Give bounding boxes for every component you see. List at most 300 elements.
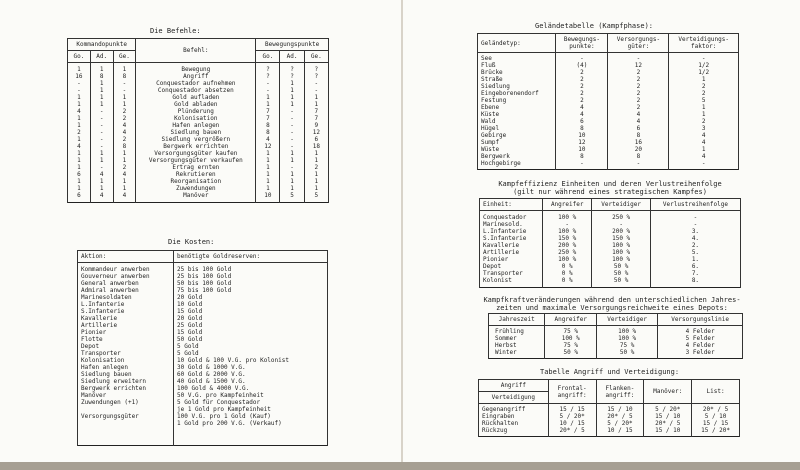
bewegung-ad-cell: - bbox=[280, 164, 304, 171]
aktion-item: Hafen anlegen bbox=[81, 364, 128, 371]
gold-item: 20 Gold bbox=[177, 294, 203, 301]
versorgungsgueter-item: 4 bbox=[636, 118, 641, 125]
gelaendetyp-item: Wüste bbox=[481, 146, 500, 153]
bewegung-ad-cell: 1 bbox=[280, 80, 304, 87]
kommando-ge-cell: 1 bbox=[113, 178, 136, 185]
bewegungspunkte-item: 2 bbox=[580, 83, 584, 90]
kommando-go-cell: - bbox=[68, 87, 91, 94]
flanken-item: 15 / 10 bbox=[607, 406, 633, 413]
header-line: Flanken- bbox=[605, 384, 635, 392]
kommando-ge-cell: 1 bbox=[113, 63, 136, 74]
kommando-ge-cell: 1 bbox=[113, 157, 136, 164]
gelaendetyp-item: Küste bbox=[481, 111, 500, 118]
list-header: List: bbox=[692, 380, 740, 404]
bewegung-go-cell: 7 bbox=[256, 108, 280, 115]
befehl-cell: Bewegung bbox=[136, 63, 256, 74]
bewegung-go-cell: 1 bbox=[256, 94, 280, 101]
befehl-cell: Reorganisation bbox=[136, 178, 256, 185]
kommando-go-cell: 1 bbox=[68, 157, 91, 164]
table-row bbox=[68, 157, 329, 164]
kommando-ge-cell: 1 bbox=[113, 150, 136, 157]
bewegung-ad-cell: 1 bbox=[280, 150, 304, 157]
gelaendetyp-item: Siedlung bbox=[481, 83, 510, 90]
gold-item: 1 Gold pro 200 V.G. (Verkauf) bbox=[177, 420, 282, 427]
verlust-item: 6. bbox=[691, 263, 700, 270]
befehl-cell: Hafen anlegen bbox=[136, 122, 256, 129]
aktion-item: Siedlung erweitern bbox=[81, 378, 147, 385]
flanken-item: 10 / 15 bbox=[607, 427, 633, 434]
befehl-cell: Ertrag ernten bbox=[136, 164, 256, 171]
gold-item: 5 Gold bbox=[177, 350, 199, 357]
gelaendetyp-item: Sumpf bbox=[481, 139, 500, 146]
goldreserven-column bbox=[174, 263, 328, 446]
kommando-go-cell: 1 bbox=[68, 101, 91, 108]
versorgungsgueter-item: 6 bbox=[636, 125, 641, 132]
kommando-ge-cell: 1 bbox=[113, 94, 136, 101]
verteidigungsfaktor-item: 1/2 bbox=[698, 69, 710, 76]
header-line: Verteidigungs- bbox=[678, 36, 729, 43]
angriff-label: Angriff bbox=[479, 380, 548, 392]
aktion-item: Versorgungsgüter bbox=[81, 413, 139, 420]
bewegungspunkte-item: 2 bbox=[580, 76, 584, 83]
aktion-item: Siedlung bauen bbox=[81, 371, 132, 378]
gelaendetyp-item: Ebene bbox=[481, 104, 500, 111]
bewegung-go-cell: 1 bbox=[256, 150, 280, 157]
kommando-ad-cell: 4 bbox=[90, 192, 113, 203]
bewegung-go-cell: ? bbox=[256, 73, 280, 80]
angreifer-item: 75 % bbox=[563, 342, 578, 349]
bewegung-go-cell: 1 bbox=[256, 178, 280, 185]
title-line: (gilt nur während eines strategischen Kampfes) bbox=[513, 188, 707, 196]
einheit-item: Kavallerie bbox=[483, 242, 520, 249]
bewegung-ad-cell: - bbox=[280, 136, 304, 143]
befehl-cell: Rekrutieren bbox=[136, 171, 256, 178]
bewegung-ad-cell: 5 bbox=[280, 192, 304, 203]
kommando-go-cell: 4 bbox=[68, 143, 91, 150]
befehl-cell: Zuwendungen bbox=[136, 185, 256, 192]
table-row bbox=[68, 129, 329, 136]
kommando-go-cell: 1 bbox=[68, 178, 91, 185]
verlust-item: - bbox=[693, 221, 698, 228]
frontal-item: 20* / 5 bbox=[559, 427, 585, 434]
bewegungspunkte-item: 10 bbox=[578, 132, 586, 139]
kampfeffizienz-table bbox=[479, 198, 741, 288]
kommando-ge-cell: 1 bbox=[113, 185, 136, 192]
bewegung-ge-cell: 1 bbox=[304, 157, 328, 164]
list-item: 15 / 20* bbox=[701, 427, 731, 434]
verteidigungsfaktor-item: 3 bbox=[701, 125, 706, 132]
versorgungsgueter-item: 4 bbox=[636, 111, 641, 118]
table-row bbox=[68, 80, 329, 87]
angreifer-header: Angreifer bbox=[542, 199, 591, 211]
jahreszeit-item: Frühling bbox=[495, 328, 524, 335]
bewegung-ge-cell: 12 bbox=[304, 129, 328, 136]
verteidiger-item: 50 % bbox=[613, 263, 629, 270]
befehl-cell: Plünderung bbox=[136, 108, 256, 115]
verteidigungsfaktor-item: 1/2 bbox=[698, 62, 710, 69]
table-row bbox=[68, 136, 329, 143]
bewegung-go-cell: - bbox=[256, 80, 280, 87]
verteidiger-item: 250 % bbox=[612, 214, 631, 221]
aktion-item: Marinesoldaten bbox=[81, 294, 132, 301]
kommando-ge-cell: 2 bbox=[113, 108, 136, 115]
einheit-item: Marinesold. bbox=[483, 221, 523, 228]
gold-item: 10 Gold & 100 V.G. pro Kolonist bbox=[177, 357, 289, 364]
versorgungslinie-item: 4 Felder bbox=[685, 342, 715, 349]
aktion-item: Flotte bbox=[81, 336, 103, 343]
bewegung-go-cell: 8 bbox=[256, 129, 280, 136]
gelaendetyp-item: Hochgebirge bbox=[481, 160, 521, 167]
gelaendetyp-item: Brücke bbox=[481, 69, 503, 76]
verteidigungsfaktor-item: 4 bbox=[701, 132, 706, 139]
header-line: Frontal- bbox=[557, 384, 587, 392]
angriff-table bbox=[478, 379, 740, 437]
bewegung-ad-cell: - bbox=[280, 108, 304, 115]
angreifer-item: 150 % bbox=[558, 235, 577, 242]
frontal-item: 5 / 20* bbox=[559, 413, 585, 420]
list-item: 5 / 10 bbox=[704, 413, 727, 420]
kommando-ad-cell: - bbox=[90, 143, 113, 150]
bewegung-ad-cell: 1 bbox=[280, 185, 304, 192]
flankenangriff-header bbox=[596, 380, 644, 404]
goldreserven-header: benötigte Goldreserven: bbox=[174, 251, 328, 263]
gold-item: 25 bis 100 Gold bbox=[177, 273, 232, 280]
frontal-item: 15 / 15 bbox=[559, 406, 585, 413]
bewegung-go-cell: - bbox=[256, 87, 280, 94]
kommando-ge-cell: - bbox=[113, 87, 136, 94]
kommando-ad-cell: 1 bbox=[90, 80, 113, 87]
ad-header: Ad. bbox=[90, 51, 113, 63]
gelaendetyp-column bbox=[478, 53, 556, 170]
gold-item: 100 Gold & 4000 V.G. bbox=[177, 385, 250, 392]
einheit-item: S.Infanterie bbox=[483, 235, 527, 242]
table-row bbox=[68, 115, 329, 122]
verteidiger-item: 50 % bbox=[613, 277, 629, 284]
kommando-go-cell: 1 bbox=[68, 63, 91, 74]
ad-header: Ad. bbox=[280, 51, 304, 63]
versorgungslinie-item: 3 Felder bbox=[685, 349, 715, 356]
kommando-ad-cell: 1 bbox=[90, 185, 113, 192]
kommando-ge-cell: - bbox=[113, 80, 136, 87]
kommando-ge-cell: 4 bbox=[113, 192, 136, 203]
header-line: faktor: bbox=[691, 43, 717, 50]
gold-item: 5 Gold für Conquestador bbox=[177, 399, 261, 406]
kommando-go-cell: 1 bbox=[68, 122, 91, 129]
table-row bbox=[68, 122, 329, 129]
kommando-ge-cell: 2 bbox=[113, 136, 136, 143]
aktion-item: Kommandeur anwerben bbox=[81, 266, 150, 273]
verteidigung-item: Rückhalten bbox=[482, 420, 519, 427]
kommando-ad-cell: 1 bbox=[90, 150, 113, 157]
bewegungspunkte-item: 12 bbox=[578, 139, 586, 146]
frontal-column bbox=[548, 404, 596, 437]
verteidiger-item: 100 % bbox=[618, 328, 637, 335]
verteidiger-item: 50 % bbox=[613, 270, 629, 277]
verteidigungsfaktor-item: 5 bbox=[701, 97, 706, 104]
versorgungsgueter-item: - bbox=[636, 160, 641, 167]
einheit-header: Einheit: bbox=[480, 199, 543, 211]
aktion-item: Depot bbox=[81, 343, 100, 350]
verteidiger-header: Verteidiger bbox=[597, 314, 658, 326]
verteidiger-item: 150 % bbox=[612, 235, 631, 242]
gold-item: je 1 Gold pro Kampfeinheit bbox=[177, 406, 271, 413]
einheit-item: Transporter bbox=[483, 270, 523, 277]
gelaendetyp-item: Straße bbox=[481, 76, 503, 83]
verteidiger-header: Verteidiger bbox=[592, 199, 650, 211]
kommando-ge-cell: 4 bbox=[113, 122, 136, 129]
table-row bbox=[68, 185, 329, 192]
kommando-ad-cell: - bbox=[90, 164, 113, 171]
verteidiger-item: 75 % bbox=[619, 342, 635, 349]
befehl-cell: Conquestador absetzen bbox=[136, 87, 256, 94]
angreifer-item: 100 % bbox=[558, 214, 577, 221]
aktion-item: Bergwerk errichten bbox=[81, 385, 147, 392]
aktion-item: General anwerben bbox=[81, 280, 139, 287]
jahreszeit-column bbox=[489, 326, 545, 359]
bewegungspunkte-item: (4) bbox=[576, 62, 588, 69]
title-line: Kampfeffizienz Einheiten und deren Verlustreihenfolge bbox=[498, 180, 722, 188]
befehl-cell: Versorgungsgüter verkaufen bbox=[136, 157, 256, 164]
aktion-item: L.Infanterie bbox=[81, 301, 125, 308]
table-row bbox=[68, 94, 329, 101]
gold-item: 50 V.G. pro Kampfeinheit bbox=[177, 392, 264, 399]
bewegungspunkte-item: 10 bbox=[578, 146, 586, 153]
kommando-go-cell: 1 bbox=[68, 94, 91, 101]
manoever-item: 15 / 10 bbox=[655, 427, 681, 434]
versorgungsgueter-item: 20 bbox=[634, 146, 643, 153]
bewegung-go-cell: 7 bbox=[256, 115, 280, 122]
gelaendetyp-item: Fluß bbox=[481, 62, 496, 69]
manoever-header: Manöver: bbox=[644, 380, 692, 404]
verteidigungsfaktor-item: 4 bbox=[701, 139, 706, 146]
verlust-item: - bbox=[693, 214, 698, 221]
aktion-item: Pionier bbox=[81, 329, 107, 336]
frontal-item: 10 / 15 bbox=[559, 420, 585, 427]
befehl-cell: Gold abladen bbox=[136, 101, 256, 108]
kosten-table bbox=[77, 250, 328, 446]
gold-item: 75 bis 100 Gold bbox=[177, 287, 232, 294]
header-line: punkte: bbox=[569, 43, 595, 50]
jahreszeit-header: Jahreszeit bbox=[489, 314, 545, 326]
manoever-item: 15 / 10 bbox=[655, 413, 681, 420]
kommando-ad-cell: - bbox=[90, 122, 113, 129]
gelaendetyp-item: Eingeborenendorf bbox=[481, 90, 539, 97]
verteidiger-item: 100 % bbox=[612, 242, 631, 249]
page-bottom-edge bbox=[0, 462, 800, 470]
kommando-go-cell: 2 bbox=[68, 129, 91, 136]
kommando-ad-cell: - bbox=[90, 108, 113, 115]
bewegung-ad-cell: ? bbox=[280, 73, 304, 80]
gelaendetyp-item: Bergwerk bbox=[481, 153, 510, 160]
einheit-item: Conquestador bbox=[483, 214, 527, 221]
aktion-header: Aktion: bbox=[78, 251, 174, 263]
kommando-ge-cell: 8 bbox=[113, 73, 136, 80]
befehl-cell: Gold aufladen bbox=[136, 94, 256, 101]
versorgungsgueter-item: 2 bbox=[636, 76, 641, 83]
versorgungslinie-item: 5 Felder bbox=[685, 335, 715, 342]
befehle-title: Die Befehle: bbox=[150, 27, 201, 35]
bewegung-go-cell: 1 bbox=[256, 185, 280, 192]
verteidigung-item: Eingraben bbox=[482, 413, 515, 420]
versorgungsgueter-item: 2 bbox=[636, 104, 641, 111]
befehl-cell: Versorgungsgüter kaufen bbox=[136, 150, 256, 157]
aktion-item: S.Infanterie bbox=[81, 308, 125, 315]
header-line: güter: bbox=[627, 43, 650, 50]
jahreszeiten-table bbox=[488, 313, 743, 359]
versorgungsgueter-item: - bbox=[636, 55, 641, 62]
versorgungslinie-item: 4 Felder bbox=[685, 328, 715, 335]
aktion-item: Artillerie bbox=[81, 322, 118, 329]
bewegung-ad-cell: 1 bbox=[280, 157, 304, 164]
kommando-ge-cell: 4 bbox=[113, 171, 136, 178]
manoever-item: 5 / 20* bbox=[655, 406, 681, 413]
versorgungsgueter-item: 8 bbox=[636, 153, 641, 160]
aktion-item: Manöver bbox=[81, 392, 107, 399]
verteidigung-label: Verteidigung bbox=[491, 394, 536, 401]
verteidiger-item: 50 % bbox=[619, 349, 635, 356]
versorgungsgueter-item: 2 bbox=[636, 90, 641, 97]
bewegung-ge-cell: 1 bbox=[304, 101, 328, 108]
verlust-item: 2. bbox=[691, 242, 700, 249]
table-row bbox=[68, 108, 329, 115]
kommando-go-cell: 1 bbox=[68, 164, 91, 171]
verteidigungsfaktor-item: 1 bbox=[701, 76, 706, 83]
verteidiger-item: 100 % bbox=[618, 335, 637, 342]
aktion-item: Transporter bbox=[81, 350, 121, 357]
kommando-go-cell: - bbox=[68, 80, 91, 87]
gelaende-title: Geländetabelle (Kampfphase): bbox=[535, 22, 654, 30]
verteidiger-item: - bbox=[619, 221, 623, 228]
verteidiger-item: 100 % bbox=[612, 249, 631, 256]
table-row bbox=[68, 87, 329, 94]
kommando-ad-cell: - bbox=[90, 129, 113, 136]
bewegungspunkte-item: 4 bbox=[580, 111, 584, 118]
einheit-item: Artillerie bbox=[483, 249, 520, 256]
bewegung-ad-cell: 1 bbox=[280, 87, 304, 94]
bewegungspunkte-column bbox=[556, 53, 608, 170]
gold-item: 25 bis 100 Gold bbox=[177, 266, 232, 273]
versorgungsgueter-item: 2 bbox=[636, 69, 641, 76]
verteidigung-item: Gegenangriff bbox=[482, 406, 526, 413]
angriff-title: Tabelle Angriff und Verteidigung: bbox=[540, 368, 680, 376]
verteidigungsfaktor-item: 4 bbox=[701, 153, 706, 160]
bewegung-ad-cell: 1 bbox=[280, 94, 304, 101]
bewegung-ge-cell: 9 bbox=[304, 122, 328, 129]
verteidiger-column bbox=[592, 211, 650, 288]
kommando-go-cell: 1 bbox=[68, 115, 91, 122]
gold-item: 50 Gold bbox=[177, 336, 203, 343]
versorgungsgueter-item: 2 bbox=[636, 83, 641, 90]
header-line: angriff: bbox=[557, 391, 587, 399]
kommando-go-cell: 1 bbox=[68, 150, 91, 157]
versorgungsgueter-item: 12 bbox=[634, 62, 643, 69]
table-row bbox=[68, 164, 329, 171]
kommando-go-cell: 4 bbox=[68, 108, 91, 115]
bewegungspunkte-item: - bbox=[580, 160, 584, 167]
bewegung-ad-cell: 1 bbox=[280, 171, 304, 178]
verteidigungsfaktor-item: 1 bbox=[701, 104, 706, 111]
versorgungsgueter-header bbox=[608, 34, 669, 53]
bewegung-ge-cell: 18 bbox=[304, 143, 328, 150]
einheit-column bbox=[480, 211, 543, 288]
gelaendetyp-item: Gebirge bbox=[481, 132, 507, 139]
befehle-table bbox=[67, 38, 329, 203]
kommando-ge-cell: 4 bbox=[113, 129, 136, 136]
bewegung-ad-cell: - bbox=[280, 122, 304, 129]
bewegung-ge-cell: - bbox=[304, 87, 328, 94]
einheit-item: Kolonist bbox=[483, 277, 512, 284]
gold-item: 25 Gold bbox=[177, 322, 203, 329]
jahreszeit-item: Sommer bbox=[495, 335, 517, 342]
kommando-ad-cell: 4 bbox=[90, 171, 113, 178]
befehl-cell: Siedlung vergrößern bbox=[136, 136, 256, 143]
verteidigungsfaktor-item: 2 bbox=[701, 83, 706, 90]
aktion-column bbox=[78, 263, 174, 446]
bewegung-ge-cell: ? bbox=[304, 73, 328, 80]
angreifer-item: - bbox=[565, 221, 569, 228]
kommando-go-cell: 6 bbox=[68, 171, 91, 178]
kampfeffizienz-title bbox=[490, 180, 730, 196]
manoever-item: 20* / 5 bbox=[655, 420, 681, 427]
list-column bbox=[692, 404, 740, 437]
befehl-cell: Manöver bbox=[136, 192, 256, 203]
kommando-ge-cell: 2 bbox=[113, 164, 136, 171]
bewegungspunkte-item: - bbox=[580, 55, 584, 62]
gold-item: 40 Gold & 1500 V.G. bbox=[177, 378, 246, 385]
bewegung-ge-cell: 6 bbox=[304, 136, 328, 143]
versorgungsgueter-item: 2 bbox=[636, 97, 641, 104]
versorgungsgueter-item: 8 bbox=[636, 132, 641, 139]
versorgungslinie-column bbox=[658, 326, 743, 359]
flanken-item: 20* / 5 bbox=[607, 413, 633, 420]
gelaendetyp-item: See bbox=[481, 55, 492, 62]
bewegungspunkte-item: 8 bbox=[580, 125, 584, 132]
angreifer-item: 0 % bbox=[561, 277, 573, 284]
aktion-item: Kavallerie bbox=[81, 315, 118, 322]
angreifer-column bbox=[545, 326, 597, 359]
gelaendetyp-header: Geländetyp: bbox=[478, 34, 556, 53]
verlust-item: 4. bbox=[691, 235, 700, 242]
aktion-item bbox=[81, 406, 170, 413]
angreifer-item: 100 % bbox=[558, 256, 577, 263]
header-line: Bewegungs- bbox=[563, 36, 600, 43]
bewegungspunkte-item: 8 bbox=[580, 153, 584, 160]
verteidigung-item: Rückzug bbox=[482, 427, 508, 434]
verteidigungsfaktor-item: 2 bbox=[701, 118, 706, 125]
bewegungspunkte-header bbox=[556, 34, 608, 53]
aktion-item: Gouverneur anwerben bbox=[81, 273, 150, 280]
versorgungsgueter-item: 16 bbox=[634, 139, 643, 146]
kommando-ge-cell: 8 bbox=[113, 143, 136, 150]
gold-item: 15 Gold bbox=[177, 329, 203, 336]
list-item: 15 / 15 bbox=[702, 420, 729, 427]
title-line: zeiten und maximale Versorgungsreichweite eines Depots: bbox=[496, 304, 728, 312]
verteidiger-item: 200 % bbox=[612, 228, 631, 235]
table-row bbox=[68, 63, 329, 74]
befehl-cell: Conquestador aufnehmen bbox=[136, 80, 256, 87]
flanken-item: 5 / 20* bbox=[607, 420, 633, 427]
gelaende-table bbox=[477, 33, 739, 170]
kommando-ad-cell: 1 bbox=[90, 157, 113, 164]
aktion-item: Admiral anwerben bbox=[81, 287, 139, 294]
befehl-header: Befehl: bbox=[136, 39, 256, 63]
bewegung-ge-cell: 1 bbox=[304, 171, 328, 178]
kommando-go-cell: 1 bbox=[68, 185, 91, 192]
verteidigungsfaktor-column bbox=[669, 53, 739, 170]
verlust-item: 3. bbox=[691, 228, 700, 235]
gelaendetyp-item: Wald bbox=[481, 118, 496, 125]
befehl-cell: Angriff bbox=[136, 73, 256, 80]
